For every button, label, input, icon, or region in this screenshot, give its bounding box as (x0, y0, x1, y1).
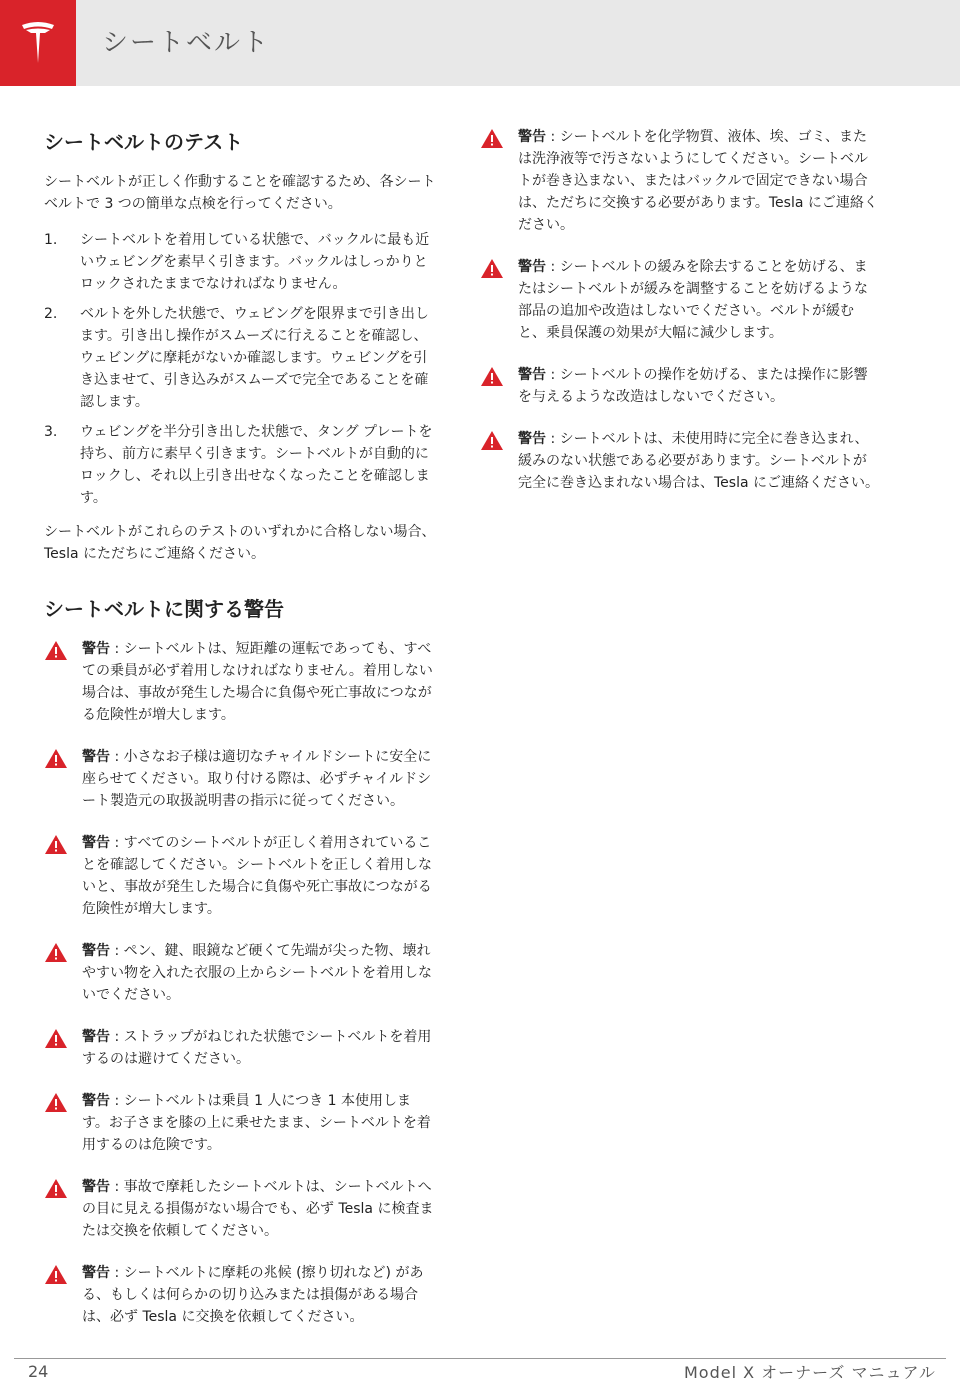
warning-icon (44, 748, 68, 769)
warnings-list (44, 638, 436, 1328)
warning-item (44, 1176, 436, 1242)
warning-label: 警告 (82, 1093, 110, 1109)
step-text: シートベルトを着用している状態で、バックルに最も近いウェビングを素早く引きます。バックルはしっかりとロックされたままでなければなりません。 (80, 232, 430, 292)
step-number: 1. (44, 232, 58, 248)
warning-item (44, 832, 436, 920)
warning-item (44, 638, 436, 726)
warning-icon (480, 430, 504, 451)
warning-label: 警告 (518, 431, 546, 447)
warning-text: : 事故で摩耗したシートベルトは、シートベルトへの目に見える損傷がない場合でも、必ず Tesla に検査または交換を依頼してください。 (82, 1179, 434, 1239)
warning-text: : シートベルトは、未使用時に完全に巻き込まれ、緩みのない状態である必要があります。シートベルトが完全に巻き込まれない場合は、Tesla にご連絡ください。 (518, 431, 879, 491)
warning-icon (44, 640, 68, 661)
warning-icon (44, 942, 68, 963)
warning-label: 警告 (82, 1029, 110, 1045)
warning-item (44, 746, 436, 812)
left-column (44, 126, 436, 1348)
right-column (480, 126, 880, 514)
warning-text: : 小さなお子様は適切なチャイルドシートに安全に座らせてください。取り付ける際は、必ずチャイルドシート製造元の取扱説明書の指示に従ってください。 (82, 749, 432, 809)
warning-text: : ストラップがねじれた状態でシートベルトを着用するのは避けてください。 (82, 1029, 432, 1067)
warning-label: 警告 (82, 749, 110, 765)
warning-icon (44, 1092, 68, 1113)
warning-item (44, 1026, 436, 1070)
list-item (44, 303, 436, 413)
warning-text: : シートベルトを化学物質、液体、埃、ゴミ、または洗浄液等で汚さないようにしてください。シートベルトが巻き込まない、またはバックルで固定できない場合は、ただちに交換する必要があります。Tesla にご連絡ください。 (518, 129, 878, 233)
warning-label: 警告 (82, 1265, 110, 1281)
step-text: ウェビングを半分引き出した状態で、タング プレートを持ち、前方に素早く引きます。シートベルトが自動的にロックし、それ以上引き出せなくなったことを確認します。 (80, 424, 433, 506)
section-heading-warnings: シートベルトに関する警告 (44, 597, 284, 621)
page-title: シートベルト (102, 28, 271, 58)
warning-text: : シートベルトは乗員 1 人につき 1 本使用します。お子さまを膝の上に乗せたまま、シートベルトを着用するのは危険です。 (82, 1093, 431, 1153)
footer-divider (14, 1358, 946, 1359)
warning-label: 警告 (82, 835, 110, 851)
step-number: 3. (44, 424, 58, 440)
warning-icon (44, 1028, 68, 1049)
warning-icon (44, 1264, 68, 1285)
warning-item (44, 940, 436, 1006)
warning-text: : シートベルトに摩耗の兆候 (擦り切れなど) がある、もしくは何らかの切り込みまたは損傷がある場合は、必ず Tesla に交換を依頼してください。 (82, 1265, 424, 1325)
footer-title: Model X オーナーズ マニュアル (684, 1363, 936, 1382)
step-text: ベルトを外した状態で、ウェビングを限界まで引き出します。引き出し操作がスムーズに行えることを確認し、ウェビングに摩耗がないか確認します。ウェビングを引き込ませて、引き込みがスムーズで完全であることを確認します。 (80, 306, 429, 410)
warning-label: 警告 (82, 641, 110, 657)
warning-icon (480, 128, 504, 149)
list-item (44, 421, 436, 509)
warning-text: : ペン、鍵、眼鏡など硬くて先端が尖った物、壊れやすい物を入れた衣服の上からシートベルトを着用しないでください。 (82, 943, 432, 1003)
warning-icon (480, 258, 504, 279)
warning-item (480, 126, 880, 236)
warning-label: 警告 (82, 1179, 110, 1195)
warning-label: 警告 (518, 129, 546, 145)
list-item (44, 229, 436, 295)
outro-text: シートベルトがこれらのテストのいずれかに合格しない場合、Tesla にただちにご連絡ください。 (44, 524, 436, 562)
warning-icon (44, 834, 68, 855)
warning-icon (480, 366, 504, 387)
step-number: 2. (44, 306, 58, 322)
warning-text: : シートベルトの操作を妨げる、または操作に影響を与えるような改造はしないでください。 (518, 367, 868, 405)
page-number: 24 (28, 1362, 49, 1381)
section-heading-test: シートベルトのテスト (44, 130, 244, 154)
test-steps (44, 229, 436, 509)
tesla-logo-icon (18, 19, 58, 67)
warning-label: 警告 (518, 367, 546, 383)
warning-item (480, 364, 880, 408)
warning-label: 警告 (518, 259, 546, 275)
intro-text: シートベルトが正しく作動することを確認するため、各シートベルトで 3 つの簡単な点検を行ってください。 (44, 174, 436, 212)
warning-text: : シートベルトの緩みを除去することを妨げる、またはシートベルトが緩みを調整することを妨げるような部品の追加や改造はしないでください。ベルトが緩むと、乗員保護の効果が大幅に減少します。 (518, 259, 868, 341)
warning-item (480, 428, 880, 494)
warning-item (44, 1262, 436, 1328)
warning-text: : すべてのシートベルトが正しく着用されていることを確認してください。シートベルトを正しく着用しないと、事故が発生した場合に負傷や死亡事故につながる危険性が増大します。 (82, 835, 432, 917)
warnings-list-right (480, 126, 880, 494)
warning-icon (44, 1178, 68, 1199)
tesla-logo (0, 0, 76, 86)
warning-item (480, 256, 880, 344)
warning-item (44, 1090, 436, 1156)
warning-text: : シートベルトは、短距離の運転であっても、すべての乗員が必ず着用しなければなりません。着用しない場合は、事故が発生した場合に負傷や死亡事故につながる危険性が増大します。 (82, 641, 433, 723)
warning-label: 警告 (82, 943, 110, 959)
